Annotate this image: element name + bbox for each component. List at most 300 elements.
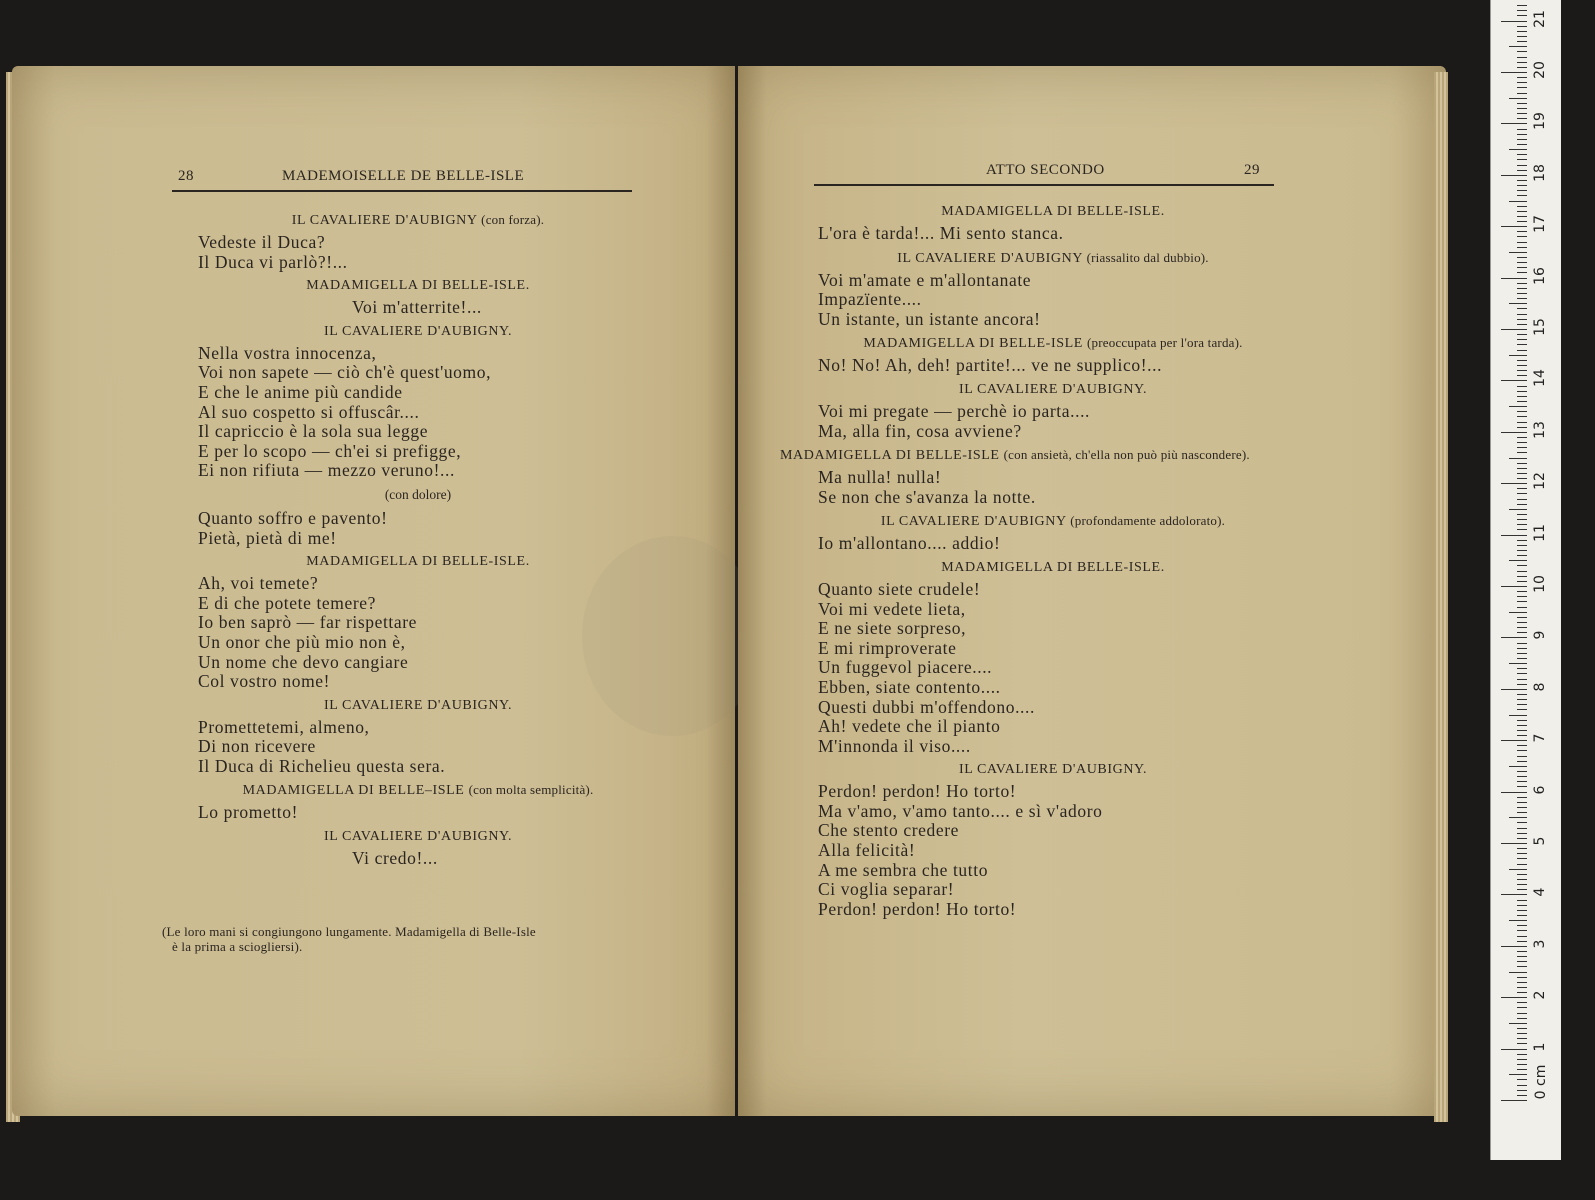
ruler-label: 2: [1532, 990, 1548, 1000]
verse-line: Che stento credere: [818, 820, 960, 841]
verse-block: [818, 468, 1288, 507]
ruler-tick: [1501, 894, 1527, 895]
measuring-ruler: [1490, 0, 1561, 1160]
ruler-tick: [1517, 828, 1527, 829]
ruler-tick: [1517, 617, 1527, 618]
verse-line: Vedeste il Duca?: [198, 232, 326, 252]
left-page: [12, 66, 735, 1116]
ruler-tick: [1517, 221, 1527, 222]
verse-block: [198, 509, 638, 548]
ruler-tick: [1517, 648, 1527, 649]
ruler-label: 8: [1532, 682, 1548, 692]
ruler-tick: [1517, 900, 1527, 901]
speaker-heading: [198, 554, 638, 570]
ruler-tick: [1517, 36, 1527, 37]
speaker-heading: [818, 762, 1288, 778]
ruler-tick: [1517, 1064, 1527, 1065]
ruler-tick: [1501, 329, 1527, 330]
ruler-tick: [1517, 288, 1527, 289]
speaker-heading: [818, 382, 1288, 398]
verse-block: [198, 344, 638, 481]
speaker-heading: [198, 278, 638, 294]
ruler-tick: [1517, 905, 1527, 906]
ruler-label: 18: [1532, 163, 1548, 182]
ruler-tick: [1517, 1007, 1527, 1008]
ruler-tick: [1517, 365, 1527, 366]
ruler-label: 10: [1532, 575, 1548, 593]
ruler-tick: [1517, 601, 1527, 602]
ruler-tick: [1517, 884, 1527, 885]
speaker-heading: [780, 447, 1288, 464]
ruler-tick: [1517, 555, 1527, 556]
ruler-tick: [1517, 463, 1527, 464]
ruler-tick: [1517, 1043, 1527, 1044]
right-page-number: 29: [1244, 162, 1260, 178]
verse-line: Ah, voi temete?: [198, 573, 319, 594]
ruler-tick: [1517, 879, 1527, 880]
speaker-heading: [198, 698, 638, 714]
ruler-tick: [1509, 149, 1527, 150]
ruler-tick: [1517, 1069, 1527, 1070]
ruler-tick: [1517, 1028, 1527, 1029]
verse-line: Voi non sapete — ciò ch'è quest'uomo,: [198, 362, 492, 383]
verse-line: E che le anime più candide: [198, 381, 403, 402]
verse-line: Il capriccio è la sola sua legge: [198, 421, 429, 442]
ruler-tick: [1517, 1095, 1527, 1096]
speaker-name: IL CAVALIERE D'AUBIGNY: [897, 250, 1083, 266]
ruler-label: 21: [1532, 9, 1548, 28]
ruler-tick: [1517, 1079, 1527, 1080]
ruler-tick: [1517, 314, 1527, 315]
ruler-tick: [1509, 252, 1527, 253]
ruler-tick: [1517, 653, 1527, 654]
ruler-label: 4: [1532, 887, 1548, 897]
ruler-tick: [1517, 283, 1527, 284]
ruler-tick: [1517, 488, 1527, 489]
ruler-tick: [1517, 272, 1527, 273]
ruler-tick: [1517, 442, 1527, 443]
ruler-tick: [1517, 62, 1527, 63]
speaker-direction: (riassalito dal dubbio).: [1086, 249, 1209, 265]
ruler-tick: [1501, 637, 1527, 638]
ruler-label: 5: [1532, 836, 1548, 846]
verse-line: Voi mi pregate — perchè io parta....: [818, 400, 1091, 421]
left-page-text: [198, 206, 638, 875]
ruler-tick: [1517, 735, 1527, 736]
ruler-tick: [1517, 427, 1527, 428]
ruler-tick: [1517, 319, 1527, 320]
page-edges-right: [1434, 72, 1448, 1122]
ruler-tick: [1517, 720, 1527, 721]
header-rule-right: [814, 184, 1274, 186]
ruler-tick: [1517, 67, 1527, 68]
ruler-tick: [1509, 715, 1527, 716]
ruler-tick: [1517, 966, 1527, 967]
ruler-tick: [1517, 524, 1527, 525]
speaker-name: IL CAVALIERE D'AUBIGNY: [880, 514, 1067, 530]
ruler-tick: [1517, 684, 1527, 685]
ruler-label: 7: [1532, 733, 1548, 743]
ruler-tick: [1517, 493, 1527, 494]
ruler-tick: [1517, 159, 1527, 160]
ruler-tick: [1517, 632, 1527, 633]
ruler-tick: [1517, 190, 1527, 191]
verse-line: Il Duca di Richelieu questa sera.: [198, 755, 446, 776]
ruler-tick: [1517, 848, 1527, 849]
ruler-tick: [1517, 87, 1527, 88]
speaker-heading: [198, 829, 638, 845]
ruler-tick: [1517, 679, 1527, 680]
ruler-tick: [1517, 1013, 1527, 1014]
ruler-tick: [1517, 31, 1527, 32]
ruler-tick: [1517, 771, 1527, 772]
ruler-tick: [1517, 154, 1527, 155]
ruler-tick: [1517, 936, 1527, 937]
ruler-tick: [1517, 401, 1527, 402]
speaker-name: MADAMIGELLA DI BELLE–ISLE: [242, 783, 465, 799]
ruler-tick: [1517, 668, 1527, 669]
ruler-tick: [1517, 982, 1527, 983]
ruler-tick: [1509, 1023, 1527, 1024]
ruler-tick: [1517, 694, 1527, 695]
ruler-tick: [1517, 339, 1527, 340]
ruler-tick: [1517, 216, 1527, 217]
ruler-tick: [1517, 725, 1527, 726]
ruler-tick: [1517, 308, 1527, 309]
ruler-tick: [1501, 843, 1527, 844]
verse-line: Quanto soffro e pavento!: [198, 507, 388, 528]
ruler-tick: [1517, 941, 1527, 942]
verse-line: Quanto siete crudele!: [818, 578, 981, 599]
ruler-tick: [1517, 411, 1527, 412]
speaker-direction: (con forza).: [481, 212, 545, 227]
ruler-tick: [1517, 658, 1527, 659]
verse-line: Ci voglia separar!: [818, 879, 955, 900]
ruler-tick: [1509, 560, 1527, 561]
verse-block: [818, 356, 1288, 376]
ruler-tick: [1517, 591, 1527, 592]
ruler-tick: [1509, 817, 1527, 818]
speaker-name: IL CAVALIERE D'AUBIGNY.: [323, 829, 513, 845]
ruler-tick: [1517, 864, 1527, 865]
right-page-text: [780, 198, 1288, 925]
ruler-tick: [1517, 1059, 1527, 1060]
ruler-tick: [1517, 129, 1527, 130]
ruler-tick: [1501, 175, 1527, 176]
ruler-label: 16: [1532, 266, 1548, 285]
ruler-tick: [1517, 437, 1527, 438]
ruler-tick: [1517, 468, 1527, 469]
ruler-tick: [1501, 997, 1527, 998]
ruler-tick: [1517, 930, 1527, 931]
ruler-tick: [1517, 416, 1527, 417]
ruler-tick: [1517, 499, 1527, 500]
ruler-tick: [1517, 422, 1527, 423]
ruler-tick: [1517, 350, 1527, 351]
ruler-tick: [1517, 41, 1527, 42]
ruler-tick: [1517, 1090, 1527, 1091]
ruler-tick: [1517, 704, 1527, 705]
ruler-tick: [1517, 622, 1527, 623]
ruler-tick: [1517, 565, 1527, 566]
header-rule-left: [172, 190, 632, 192]
verse-line: Questi dubbi m'offendono....: [818, 696, 1035, 717]
ruler-label: 1: [1532, 1042, 1548, 1052]
right-page: [738, 66, 1446, 1116]
right-running-title: ATTO SECONDO: [986, 162, 1105, 178]
speaker-heading: [198, 212, 638, 229]
ruler-tick: [1517, 396, 1527, 397]
ruler-tick: [1517, 838, 1527, 839]
ruler-tick: [1517, 185, 1527, 186]
verse-line: Se non che s'avanza la notte.: [818, 486, 1036, 507]
ruler-tick: [1509, 869, 1527, 870]
ruler-tick: [1517, 334, 1527, 335]
ruler-tick: [1517, 478, 1527, 479]
ruler-tick: [1517, 360, 1527, 361]
ruler-tick: [1517, 452, 1527, 453]
left-page-number: 28: [178, 168, 194, 184]
ruler-tick: [1509, 663, 1527, 664]
ruler-tick: [1517, 576, 1527, 577]
verse-line: Vi credo!...: [352, 848, 438, 869]
ruler-tick: [1501, 792, 1527, 793]
ruler-tick: [1517, 607, 1527, 608]
ruler-tick: [1517, 236, 1527, 237]
ruler-label: 20: [1532, 61, 1548, 79]
ruler-tick: [1501, 226, 1527, 227]
ruler-tick: [1509, 458, 1527, 459]
ruler-tick: [1517, 1085, 1527, 1086]
ruler-tick: [1517, 206, 1527, 207]
ruler-tick: [1501, 1100, 1527, 1101]
ruler-tick: [1517, 797, 1527, 798]
ruler-tick: [1517, 165, 1527, 166]
ruler-tick: [1517, 298, 1527, 299]
ruler-tick: [1517, 103, 1527, 104]
ruler-tick: [1517, 1002, 1527, 1003]
verse-line: Ei non rifiuta — mezzo veruno!...: [198, 460, 455, 481]
ruler-tick: [1517, 257, 1527, 258]
ruler-tick: [1517, 807, 1527, 808]
ruler-tick: [1517, 1033, 1527, 1034]
verse-line: Di non ricevere: [198, 736, 316, 757]
ruler-tick: [1517, 82, 1527, 83]
ruler-tick: [1501, 278, 1527, 279]
verse-block: [198, 803, 638, 823]
verse-line: E per lo scopo — ch'ei si prefigge,: [198, 440, 462, 461]
ruler-tick: [1517, 540, 1527, 541]
speaker-name: MADAMIGELLA DI BELLE-ISLE.: [306, 554, 530, 570]
speaker-name: IL CAVALIERE D'AUBIGNY.: [958, 762, 1148, 778]
verse-line: E di che potete temere?: [198, 592, 377, 613]
ruler-tick: [1517, 15, 1527, 16]
left-running-title: MADEMOISELLE DE BELLE-ISLE: [282, 168, 525, 184]
speaker-direction: (con ansietà, ch'ella non può più nascondere).: [1003, 447, 1250, 463]
ruler-tick: [1517, 874, 1527, 875]
verse-block: [818, 580, 1288, 756]
ruler-label: 17: [1532, 215, 1548, 234]
ruler-tick: [1517, 5, 1527, 6]
ruler-tick: [1509, 406, 1527, 407]
ruler-tick: [1509, 766, 1527, 767]
ruler-tick: [1517, 324, 1527, 325]
verse-line: Alla felicità!: [818, 840, 916, 861]
ruler-label: 15: [1532, 318, 1548, 336]
speaker-heading: [818, 204, 1288, 220]
speaker-name: IL CAVALIERE D'AUBIGNY.: [958, 381, 1148, 397]
ruler-tick: [1517, 822, 1527, 823]
ruler-label: 14: [1532, 369, 1548, 388]
speaker-direction: (con molta semplicità).: [468, 782, 594, 798]
ruler-tick: [1517, 977, 1527, 978]
speaker-name: MADAMIGELLA DI BELLE-ISLE: [863, 336, 1083, 352]
ruler-tick: [1517, 370, 1527, 371]
ruler-tick: [1517, 889, 1527, 890]
speaker-name: MADAMIGELLA DI BELLE-ISLE.: [306, 278, 530, 294]
ruler-tick: [1517, 761, 1527, 762]
ruler-tick: [1509, 98, 1527, 99]
verse-line: Un fuggevol piacere....: [818, 657, 993, 678]
ruler-tick: [1517, 781, 1527, 782]
ruler-tick: [1517, 961, 1527, 962]
stage-direction: [162, 924, 642, 954]
verse-line: Perdon! perdon! Ho torto!: [818, 781, 1017, 802]
verse-line: Ma nulla! nulla!: [818, 467, 942, 488]
ruler-tick: [1517, 545, 1527, 546]
ruler-label: 11: [1532, 523, 1548, 542]
ruler-tick: [1517, 375, 1527, 376]
verse-line: Un nome che devo cangiare: [198, 651, 409, 672]
verse-block: [818, 271, 1288, 330]
ruler-tick: [1517, 745, 1527, 746]
speaker-name: IL CAVALIERE D'AUBIGNY.: [323, 323, 513, 339]
ruler-tick: [1517, 673, 1527, 674]
verse-block: [198, 233, 638, 272]
verse-line: Ebben, siate contento....: [818, 676, 1001, 697]
ruler-tick: [1517, 910, 1527, 911]
verse-line: Perdon! perdon! Ho torto!: [818, 898, 1017, 919]
ruler-tick: [1517, 195, 1527, 196]
ruler-tick: [1517, 113, 1527, 114]
ruler-tick: [1517, 267, 1527, 268]
speaker-heading: [818, 513, 1288, 530]
speaker-name: IL CAVALIERE D'AUBIGNY.: [323, 697, 513, 713]
ruler-tick: [1517, 242, 1527, 243]
ruler-tick: [1517, 144, 1527, 145]
ruler-tick: [1517, 211, 1527, 212]
ruler-tick: [1517, 956, 1527, 957]
verse-line: Impazïente....: [818, 289, 922, 310]
ruler-tick: [1517, 776, 1527, 777]
ruler-tick: [1517, 571, 1527, 572]
ruler-tick: [1517, 812, 1527, 813]
verse-line: Al suo cospetto si offuscâr....: [198, 401, 420, 422]
verse-line: Pietà, pietà di me!: [198, 527, 337, 548]
verse-line: Un onor che più mio non è,: [198, 631, 406, 652]
verse-block: [198, 849, 638, 869]
speaker-heading: [818, 560, 1288, 576]
ruler-tick: [1509, 46, 1527, 47]
ruler-tick: [1517, 386, 1527, 387]
ruler-tick: [1517, 108, 1527, 109]
speaker-direction: (preoccupata per l'ora tarda).: [1087, 335, 1243, 351]
speaker-direction: (profondamente addolorato).: [1070, 513, 1226, 529]
ruler-tick: [1501, 72, 1527, 73]
verse-line: Ah! vedete che il pianto: [818, 716, 1001, 737]
speaker-name: IL CAVALIERE D'AUBIGNY: [291, 213, 478, 228]
ruler-tick: [1517, 134, 1527, 135]
verse-line: Col vostro nome!: [198, 671, 331, 692]
verse-block: [198, 574, 638, 692]
ruler-label: 19: [1532, 112, 1548, 131]
ruler-tick: [1517, 529, 1527, 530]
verse-line: Voi m'atterrite!...: [352, 297, 482, 318]
ruler-tick: [1517, 93, 1527, 94]
speaker-heading: [198, 782, 638, 799]
ruler-tick: [1517, 709, 1527, 710]
verse-line: E ne siete sorpreso,: [818, 618, 967, 639]
ruler-tick: [1509, 1074, 1527, 1075]
verse-block: [818, 782, 1288, 919]
verse-line: A me sembra che tutto: [818, 859, 989, 880]
ruler-tick: [1509, 303, 1527, 304]
verse-line: Il Duca vi parlò?!...: [198, 251, 348, 272]
ruler-tick: [1517, 1018, 1527, 1019]
verse-line: M'innonda il viso....: [818, 735, 971, 756]
verse-line: Nella vostra innocenza,: [198, 342, 377, 363]
speaker-name: MADAMIGELLA DI BELLE-ISLE.: [941, 559, 1165, 575]
verse-line: No! No! Ah, deh! partite!... ve ne supplico!...: [818, 355, 1163, 376]
ruler-tick: [1517, 26, 1527, 27]
ruler-tick: [1517, 756, 1527, 757]
verse-line: Lo prometto!: [198, 802, 299, 823]
ruler-tick: [1517, 643, 1527, 644]
ruler-tick: [1517, 473, 1527, 474]
verse-line: Voi m'amate e m'allontanate: [818, 269, 1032, 290]
ruler-tick: [1517, 170, 1527, 171]
ruler-tick: [1517, 118, 1527, 119]
ruler-label: 3: [1532, 939, 1548, 949]
ruler-tick: [1517, 519, 1527, 520]
ruler-label: 6: [1532, 785, 1548, 795]
verse-line: Un istante, un istante ancora!: [818, 308, 1041, 329]
ruler-tick: [1517, 627, 1527, 628]
verse-block: [818, 224, 1288, 244]
speaker-heading: [818, 250, 1288, 267]
ruler-tick: [1501, 586, 1527, 587]
verse-block: [198, 298, 638, 318]
ruler-tick: [1509, 972, 1527, 973]
ruler-tick: [1501, 380, 1527, 381]
ruler-tick: [1517, 391, 1527, 392]
ruler-tick: [1517, 987, 1527, 988]
ruler-tick: [1517, 77, 1527, 78]
ruler-tick: [1517, 786, 1527, 787]
ruler-tick: [1509, 201, 1527, 202]
ruler-tick: [1501, 483, 1527, 484]
ruler-label: 13: [1532, 420, 1548, 439]
ruler-tick: [1501, 689, 1527, 690]
ruler-tick: [1517, 951, 1527, 952]
ruler-tick: [1517, 1038, 1527, 1039]
ruler-tick: [1517, 550, 1527, 551]
ruler-tick: [1501, 21, 1527, 22]
ruler-tick: [1517, 853, 1527, 854]
ruler-tick: [1517, 57, 1527, 58]
stage-direction-line: (Le loro mani si congiungono lungamente. Madamigella di Belle-Isle: [162, 924, 536, 939]
ruler-tick: [1517, 596, 1527, 597]
